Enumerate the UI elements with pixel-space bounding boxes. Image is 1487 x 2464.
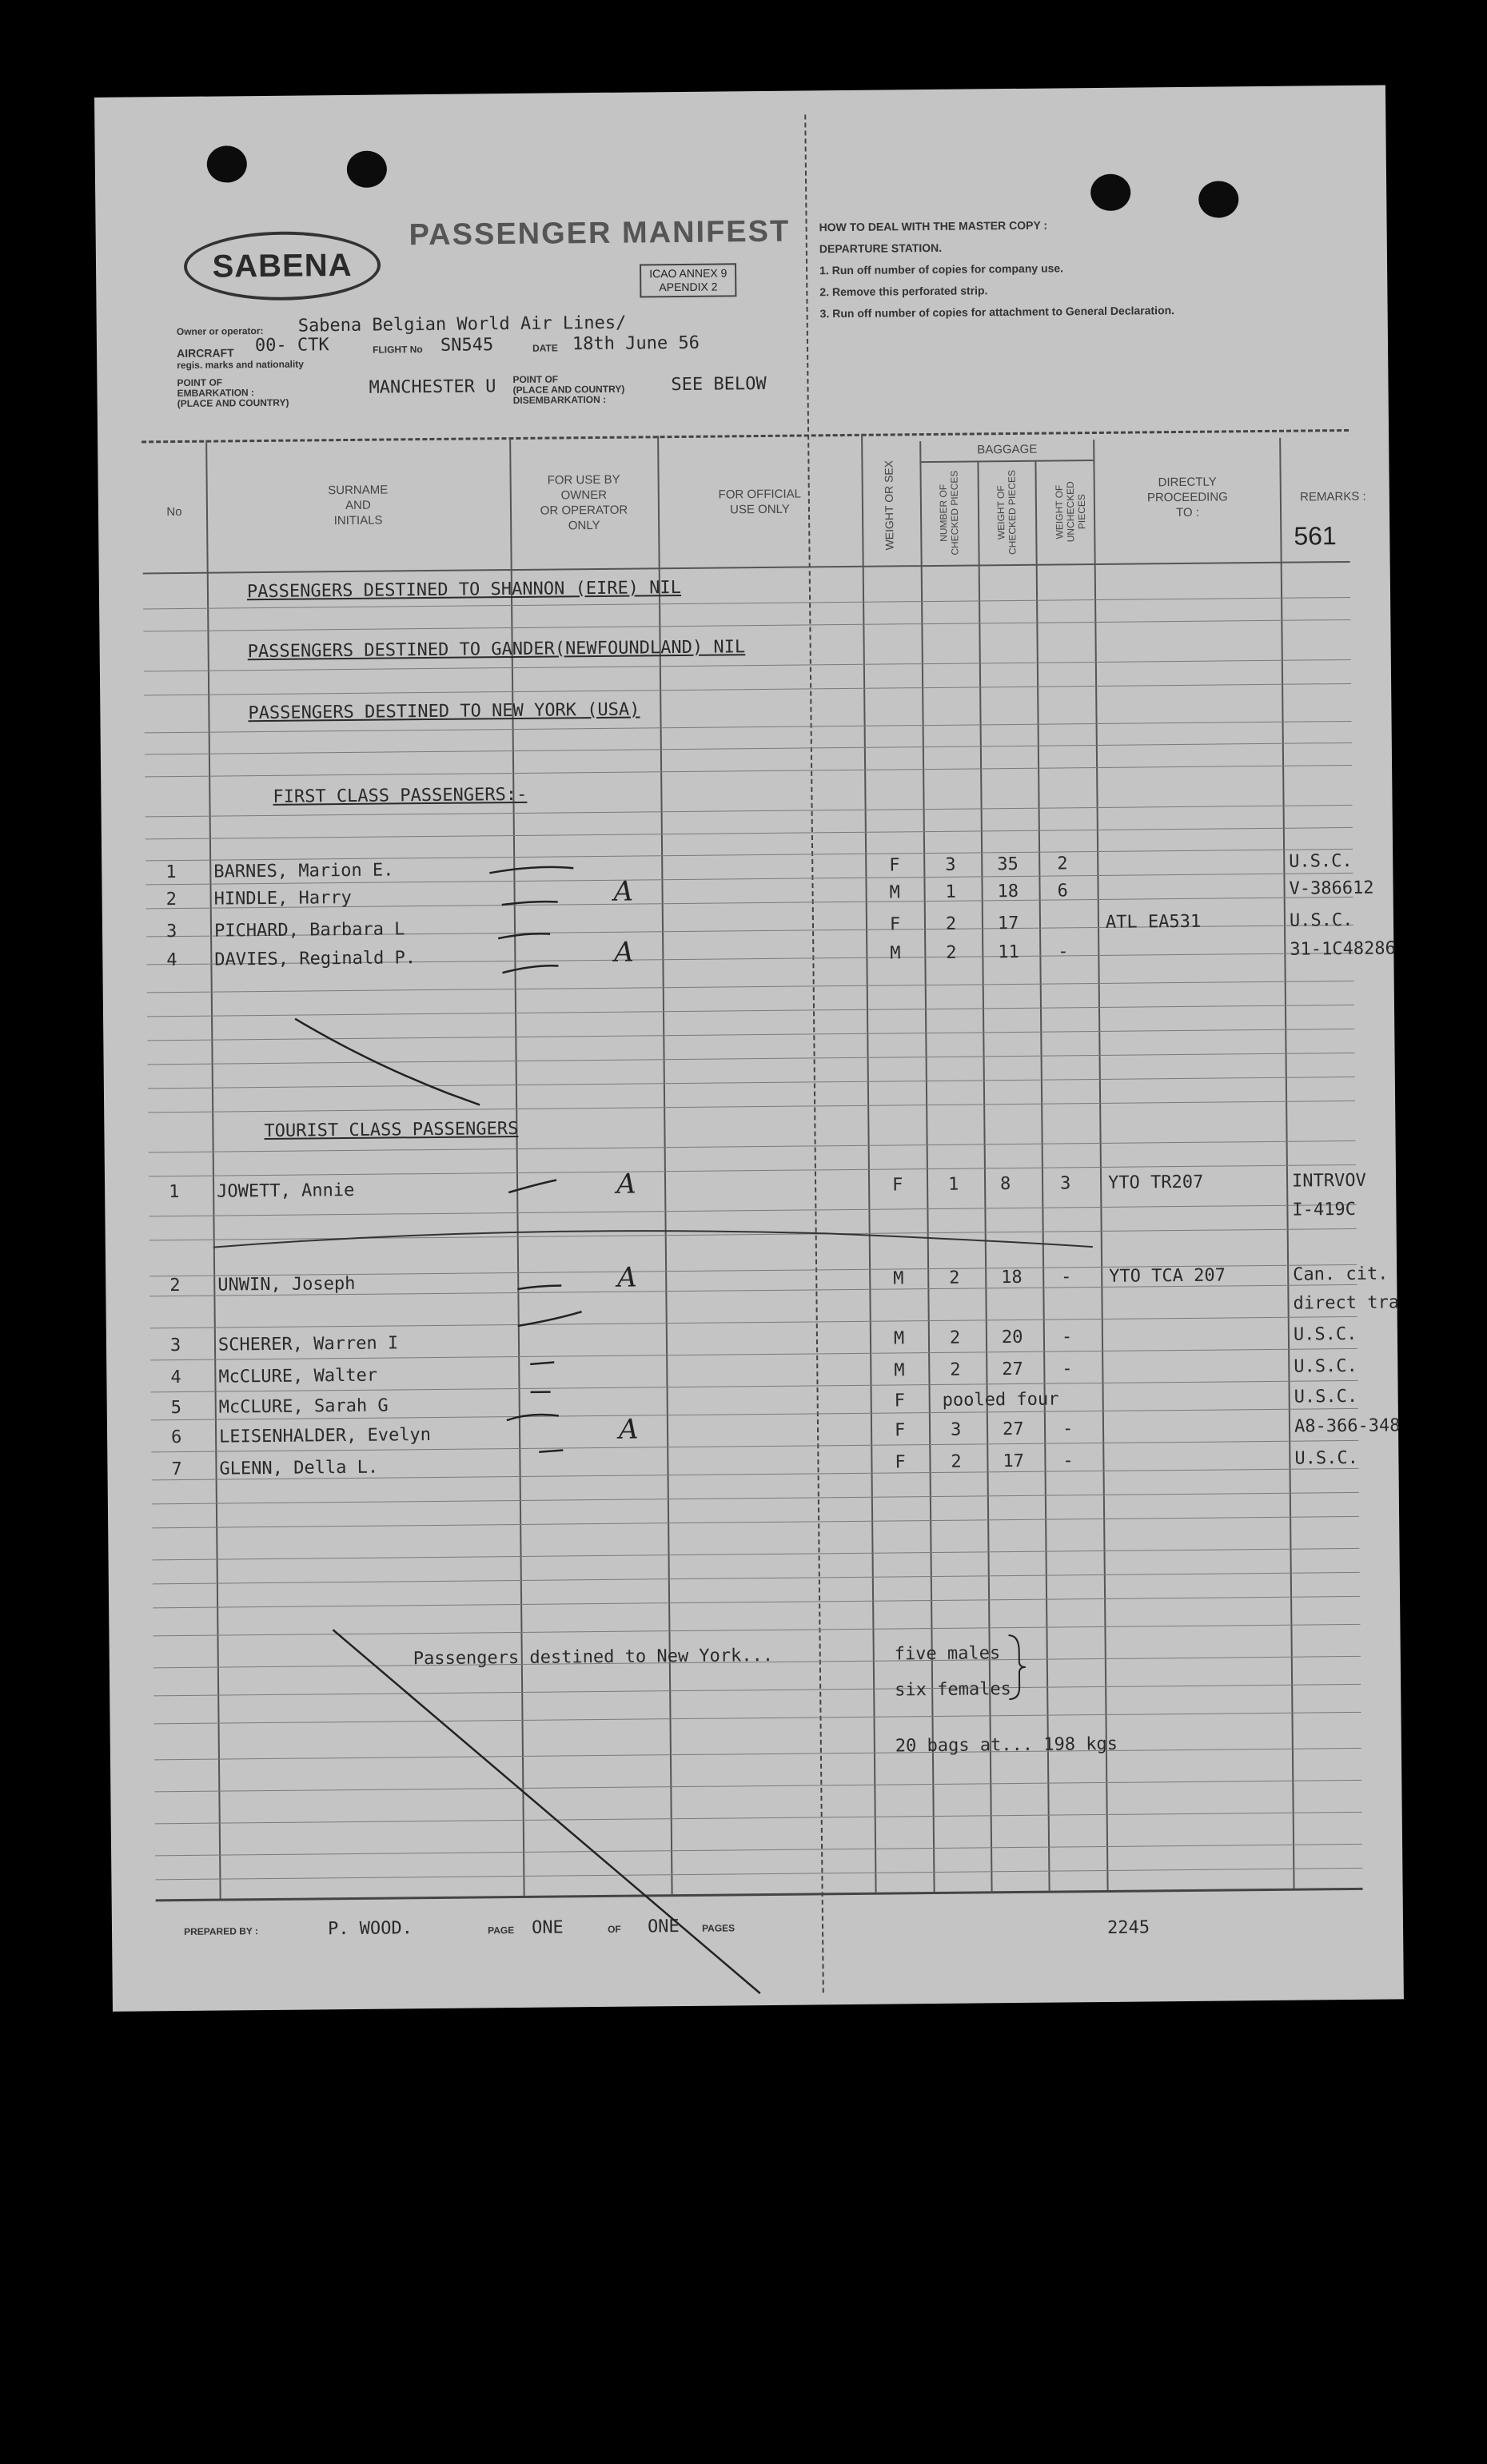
passenger-name: SCHERER, Warren I — [217, 1333, 399, 1355]
sex-value: M — [893, 1328, 905, 1349]
icao-line-2: APENDIX 2 — [659, 280, 718, 294]
col-header-no: No — [166, 504, 182, 519]
row-number: 7 — [171, 1459, 182, 1480]
proceeding-to: YTO TR207 — [1107, 1172, 1204, 1193]
instruction-line-5: 3. Run off number of copies for attachment to General Declaration. — [819, 304, 1175, 320]
disembark-label-3: DISEMBARKATION : — [512, 393, 607, 406]
checked-pieces: 3 — [945, 854, 956, 875]
checked-weight: 8 — [999, 1174, 1011, 1195]
col-header-checked-weight: WEIGHT OF CHECKED PIECES — [995, 469, 1019, 555]
checked-weight: 11 — [998, 941, 1019, 963]
prepared-value: P. WOOD. — [327, 1918, 413, 1940]
summary-line-1b: five males — [894, 1643, 1001, 1665]
checked-pieces: 1 — [945, 882, 956, 902]
unchecked-weight: 3 — [1059, 1173, 1071, 1194]
checked-pieces: 2 — [949, 1268, 960, 1288]
pooled-note: pooled four — [942, 1389, 1059, 1411]
row-number: 2 — [165, 890, 177, 910]
remarks-value: U.S.C. — [1294, 1447, 1359, 1469]
instruction-line-3: 1. Run off number of copies for company use. — [819, 261, 1064, 277]
prepared-label: PREPARED BY : — [183, 1925, 259, 1938]
row-number: 4 — [166, 950, 177, 971]
date-value: 18th June 56 — [572, 332, 700, 355]
summary-line-1a: Passengers destined to New York... — [413, 1645, 774, 1670]
disembark-value: SEE BELOW — [671, 373, 767, 396]
row-number: 2 — [169, 1276, 181, 1296]
unchecked-weight: - — [1062, 1419, 1074, 1439]
official-line-1: FOR OFFICIAL — [718, 487, 802, 502]
sex-value: F — [894, 1391, 906, 1411]
remarks-value: U.S.C. — [1289, 910, 1353, 931]
logo-text: SABENA — [212, 247, 353, 285]
owner-value: Sabena Belgian World Air Lines/ — [297, 312, 627, 336]
date-label: DATE — [532, 342, 558, 354]
checked-pieces: 1 — [947, 1174, 959, 1195]
sex-value: M — [889, 882, 900, 903]
aircraft-value: 00- CTK — [254, 335, 329, 356]
passenger-name: McCLURE, Sarah G — [218, 1395, 389, 1418]
page-value: ONE — [531, 1917, 564, 1938]
owner-line-2: OWNER — [560, 488, 608, 503]
handwritten-mark: A — [617, 1261, 637, 1294]
col-header-unchecked-weight: WEIGHT OF UNCHECKED PIECES — [1053, 481, 1088, 543]
remarks-value: 31-1C48286 — [1290, 938, 1396, 960]
sex-value: F — [895, 1452, 906, 1473]
remarks-value: INTRVOV — [1291, 1170, 1366, 1192]
row-number: 1 — [165, 862, 177, 883]
passenger-name: McCLURE, Walter — [218, 1365, 378, 1387]
remarks-value-2: direct tra — [1293, 1292, 1400, 1314]
row-number: 1 — [169, 1182, 180, 1203]
proceeding-to: ATL EA531 — [1105, 911, 1202, 933]
icao-line-1: ICAO ANNEX 9 — [649, 266, 728, 281]
instruction-line-2: DEPARTURE STATION. — [819, 241, 943, 256]
col-header-baggage: BAGGAGE — [977, 442, 1038, 457]
row-number: 5 — [170, 1398, 182, 1419]
checked-pieces: 2 — [949, 1328, 961, 1348]
section-first-class: FIRST CLASS PASSENGERS:- — [273, 784, 528, 807]
sex-value: F — [891, 1175, 903, 1196]
disembark-label-2: (PLACE AND COUNTRY) — [512, 383, 625, 396]
checked-weight: 27 — [1002, 1419, 1024, 1440]
row-number: 4 — [170, 1367, 181, 1388]
checked-pieces: 2 — [945, 914, 957, 934]
owner-line-1: FOR USE BY — [547, 472, 620, 488]
sex-value: M — [893, 1268, 904, 1289]
sex-value: M — [890, 943, 901, 964]
of-label: OF — [607, 1923, 621, 1935]
flight-label: FLIGHT No — [372, 344, 423, 356]
handwritten-mark: A — [618, 1413, 639, 1446]
directly-line-2: PROCEEDING — [1146, 490, 1228, 505]
remarks-value: U.S.C. — [1294, 1355, 1357, 1377]
embark-label-1: POINT OF — [177, 376, 223, 389]
section-newyork: PASSENGERS DESTINED TO NEW YORK (USA) — [248, 699, 640, 724]
flight-value: SN545 — [440, 335, 494, 356]
passenger-name: HINDLE, Harry — [213, 887, 352, 910]
embark-label-3: (PLACE AND COUNTRY) — [177, 396, 289, 410]
sex-value: M — [894, 1360, 905, 1381]
official-line-2: USE ONLY — [730, 502, 790, 517]
remarks-value: Can. cit. — [1293, 1264, 1389, 1285]
page-label: PAGE — [487, 1925, 515, 1937]
remarks-number: 561 — [1294, 521, 1337, 551]
checked-weight: 18 — [1001, 1267, 1023, 1288]
passenger-name: JOWETT, Annie — [217, 1180, 355, 1202]
regis-label: regis. marks and nationality — [177, 358, 304, 372]
unchecked-weight: - — [1061, 1267, 1072, 1288]
instruction-line-4: 2. Remove this perforated strip. — [819, 284, 988, 299]
surname-line-3: INITIALS — [333, 513, 383, 528]
directly-line-3: TO : — [1176, 505, 1200, 520]
manifest-sheet — [94, 85, 1404, 2011]
owner-line-4: ONLY — [568, 518, 600, 533]
handwritten-mark: A — [616, 1168, 636, 1200]
pages-label: PAGES — [701, 1922, 736, 1934]
sex-value: F — [894, 1420, 906, 1441]
summary-line-3: 20 bags at... 198 kgs — [895, 1734, 1118, 1757]
footer-number: 2245 — [1106, 1917, 1150, 1938]
unchecked-weight: - — [1061, 1327, 1073, 1347]
owner-line-3: OR OPERATOR — [540, 503, 628, 518]
section-shannon: PASSENGERS DESTINED TO SHANNON (EIRE) NIL — [246, 577, 682, 603]
remarks-value: U.S.C. — [1289, 850, 1353, 872]
passenger-name: LEISENHALDER, Evelyn — [218, 1425, 432, 1447]
row-number: 6 — [170, 1427, 182, 1448]
passenger-name: DAVIES, Reginald P. — [214, 948, 417, 970]
checked-weight: 35 — [997, 854, 1019, 875]
checked-pieces: 3 — [950, 1419, 962, 1440]
of-value: ONE — [647, 1917, 680, 1937]
instruction-line-1: HOW TO DEAL WITH THE MASTER COPY : — [819, 218, 1048, 234]
section-gander: PASSENGERS DESTINED TO GANDER(NEWFOUNDLAND) NIL — [247, 637, 746, 663]
passenger-name: UNWIN, Joseph — [217, 1273, 356, 1296]
row-number: 3 — [165, 922, 177, 942]
embark-value: MANCHESTER U — [369, 376, 496, 398]
unchecked-weight: 6 — [1057, 881, 1068, 902]
passenger-name: PICHARD, Barbara L — [213, 919, 405, 941]
disembark-label-1: POINT OF — [512, 373, 559, 385]
summary-line-2: six females — [895, 1679, 1011, 1701]
handwritten-mark: A — [614, 936, 635, 969]
col-header-remarks: REMARKS : — [1300, 489, 1366, 504]
row-number: 3 — [169, 1335, 181, 1356]
remarks-value: U.S.C. — [1293, 1324, 1357, 1345]
remarks-value: A8-366-348 — [1294, 1415, 1401, 1437]
col-header-weight-sex: WEIGHT OR SEX — [882, 460, 896, 551]
checked-pieces: 2 — [950, 1359, 961, 1380]
passenger-name: GLENN, Della L. — [219, 1457, 379, 1479]
unchecked-weight: - — [1062, 1451, 1074, 1471]
checked-weight: 17 — [997, 913, 1019, 934]
remarks-value-2: I-419C — [1292, 1199, 1357, 1220]
checked-weight: 17 — [1003, 1451, 1025, 1472]
surname-line-2: AND — [345, 498, 371, 513]
checked-weight: 18 — [997, 881, 1019, 902]
surname-line-1: SURNAME — [328, 483, 389, 498]
unchecked-weight: - — [1058, 941, 1069, 962]
manifest-title: PASSENGER MANIFEST — [409, 214, 791, 253]
checked-pieces: 2 — [946, 942, 957, 963]
aircraft-label: AIRCRAFT — [176, 346, 234, 360]
sex-value: F — [889, 855, 900, 876]
embark-label-2: EMBARKATION : — [177, 387, 255, 400]
proceeding-to: YTO TCA 207 — [1109, 1265, 1226, 1287]
unchecked-weight: 2 — [1057, 854, 1068, 874]
checked-weight: 20 — [1001, 1327, 1023, 1348]
pen-strokes — [94, 85, 1404, 2011]
directly-line-1: DIRECTLY — [1158, 475, 1217, 490]
sex-value: F — [889, 914, 901, 935]
passenger-name: BARNES, Marion E. — [213, 860, 394, 882]
checked-pieces: 2 — [951, 1451, 962, 1472]
remarks-value: U.S.C. — [1294, 1386, 1358, 1407]
checked-weight: 27 — [1002, 1359, 1023, 1380]
owner-label: Owner or operator: — [176, 324, 264, 338]
col-header-checked-number: NUMBER OF CHECKED PIECES — [937, 470, 961, 555]
unchecked-weight: - — [1062, 1359, 1073, 1379]
handwritten-mark: A — [613, 875, 634, 908]
remarks-value: V-386612 — [1289, 878, 1374, 899]
section-tourist-class: TOURIST CLASS PASSENGERS — [264, 1118, 519, 1142]
